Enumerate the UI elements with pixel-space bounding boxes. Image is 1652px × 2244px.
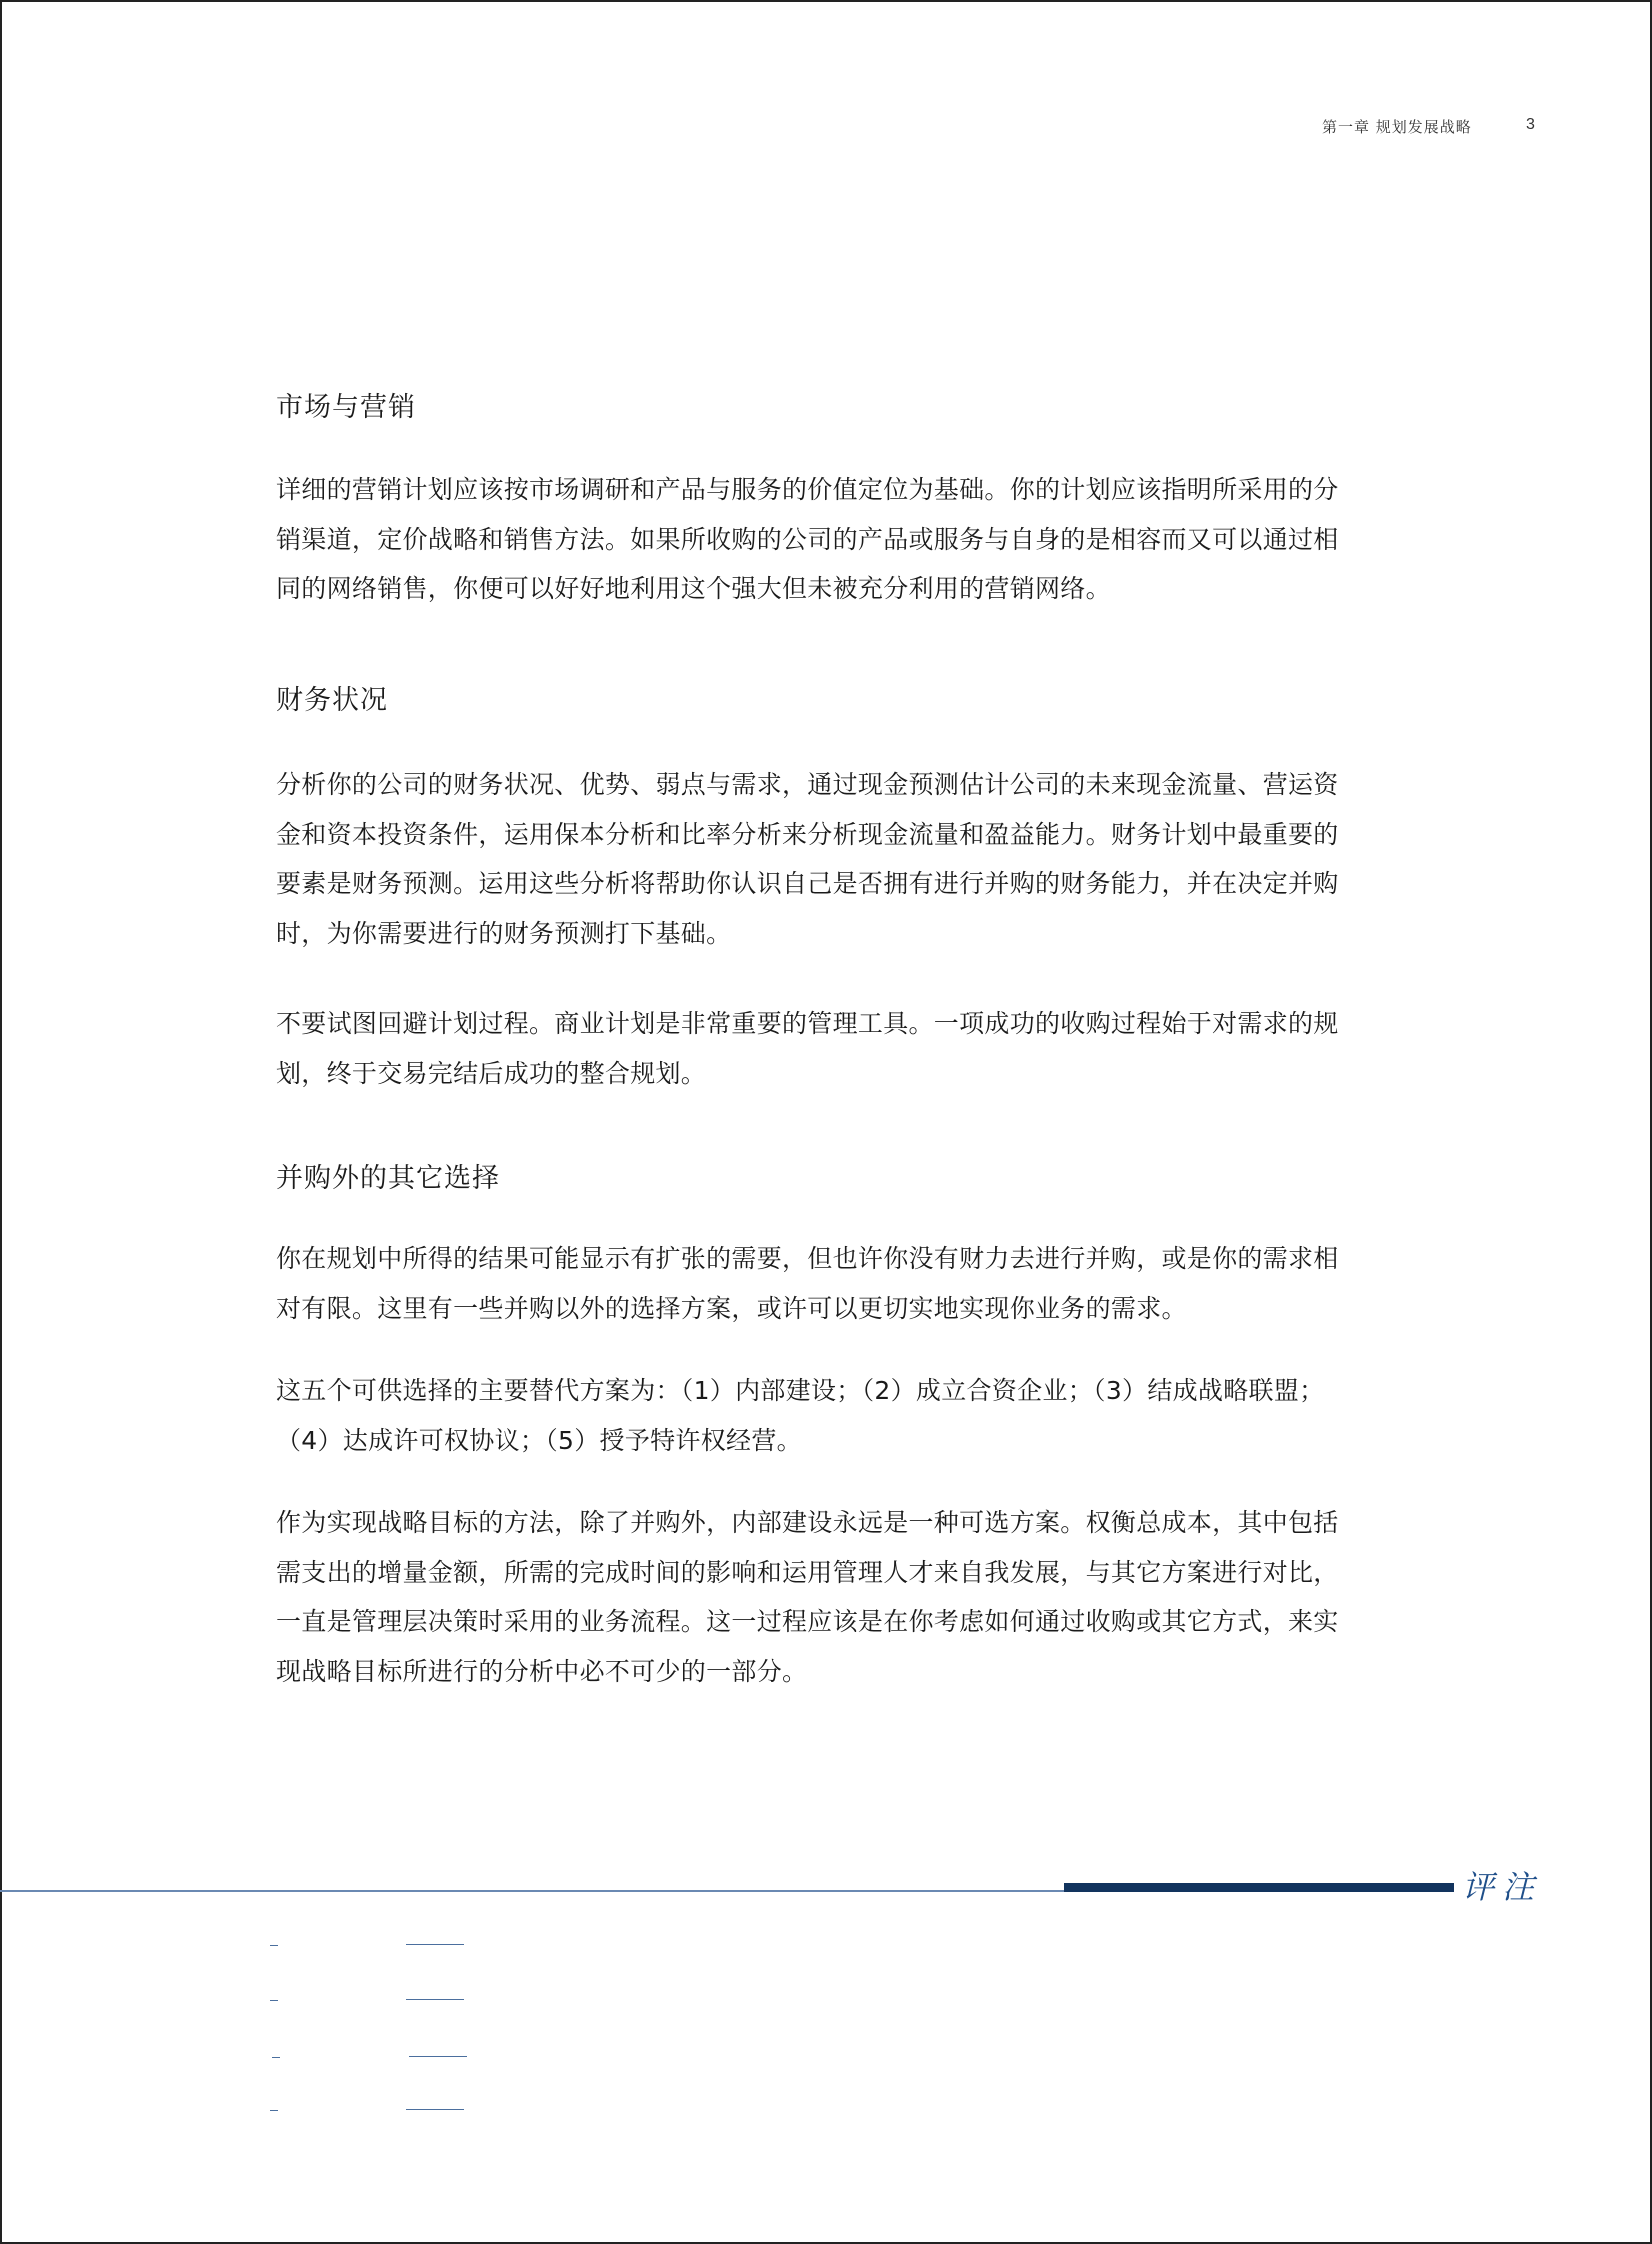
page-number: 3 [1526,116,1536,133]
section-heading-finance: 财务状况 [276,685,388,716]
running-header [1300,116,1600,140]
notes-divider-thick [1064,1883,1454,1892]
note-tick [270,2110,278,2111]
paragraph-marketing: 详细的营销计划应该按市场调研和产品与服务的价值定位为基础。你的计划应该指明所采用的分销渠道，定价战略和销售方法。如果所收购的公司的产品或服务与自身的是相容而又可以通过相同的网络销售，你便可以好好地利用这个强大但未被充分利用的营销网络。 [276,475,1339,603]
notes-divider-thin [0,1890,1066,1892]
chapter-title: 第一章 规划发展战略 [1322,118,1472,136]
paragraph-finance-2: 不要试图回避计划过程。商业计划是非常重要的管理工具。一项成功的收购过程始于对需求的规划，终于交易完结后成功的整合规划。 [276,1009,1339,1088]
section-heading-marketing: 市场与营销 [276,392,416,423]
notes-label: 评注 [1462,1868,1543,1906]
paragraph-alternatives-1: 你在规划中所得的结果可能显示有扩张的需要，但也许你没有财力去进行并购，或是你的需求相对有限。这里有一些并购以外的选择方案，或许可以更切实地实现你业务的需求。 [276,1244,1339,1323]
note-tick [270,1945,278,1946]
paragraph-alternatives-2: 这五个可供选择的主要替代方案为：（1）内部建设；（2）成立合资企业；（3）结成战略联盟；（4）达成许可权协议；（5）授予特许权经营。 [276,1376,1325,1455]
note-line [406,1944,464,1945]
note-line [409,2056,467,2057]
section-heading-alternatives: 并购外的其它选择 [276,1163,500,1194]
note-line [406,1999,464,2000]
note-tick [270,2000,278,2001]
paragraph-finance-1: 分析你的公司的财务状况、优势、弱点与需求，通过现金预测估计公司的未来现金流量、营运资金和资本投资条件，运用保本分析和比率分析来分析现金流量和盈益能力。财务计划中最重要的要素是财务预测。运用这些分析将帮助你认识自己是否拥有进行并购的财务能力，并在决定并购时，为你需要进行的财务预测打下基础。 [276,770,1339,948]
note-tick [272,2057,280,2058]
note-line [406,2109,464,2110]
paragraph-alternatives-3: 作为实现战略目标的方法，除了并购外，内部建设永远是一种可选方案。权衡总成本，其中包括需支出的增量金额，所需的完成时间的影响和运用管理人才来自我发展，与其它方案进行对比，一直是管理层决策时采用的业务流程。这一过程应该是在你考虑如何通过收购或其它方式，来实现战略目标所进行的分析中必不可少的一部分。 [276,1508,1339,1686]
